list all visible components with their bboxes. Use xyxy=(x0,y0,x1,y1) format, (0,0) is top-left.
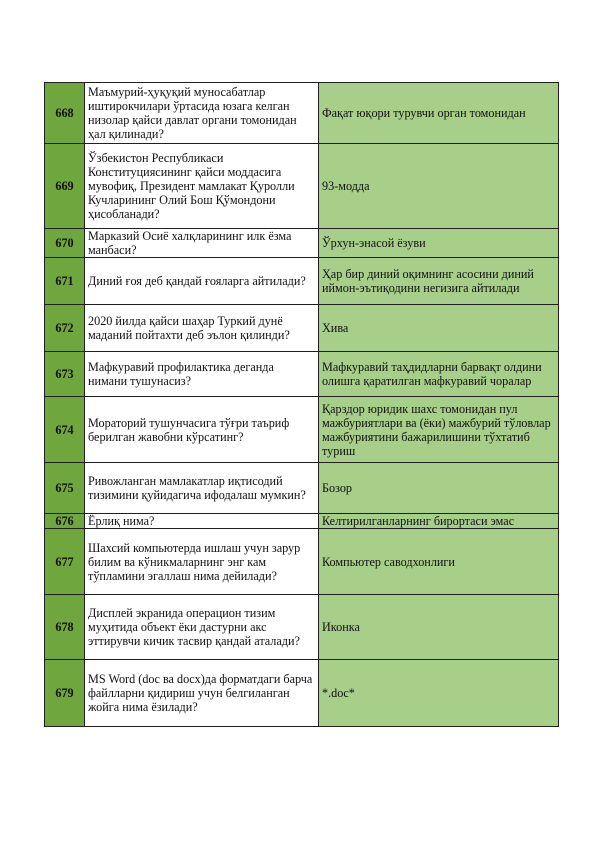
answer-cell: Мафкуравий таҳдидларни барвақт олдини олишга қаратилган мафкуравий чоралар xyxy=(319,352,559,397)
table-row xyxy=(45,529,559,595)
question-cell: Марказий Осиё халқларининг илк ёзма манбаси? xyxy=(85,229,319,258)
question-cell: Шахсий компьютерда ишлаш учун зарур билим ва кўникмаларнинг энг кам тўпламини эгаллаш нима дейилади? xyxy=(85,529,319,595)
question-cell: Мораторий тушунчасига тўғри таъриф берилган жавобни кўрсатинг? xyxy=(85,397,319,463)
row-number: 673 xyxy=(45,352,85,397)
table-row xyxy=(45,397,559,463)
question-cell: Маъмурий-ҳуқуқий муносабатлар иштирокчилари ўртасида юзага келган низолар қайси давлат органи томонидан ҳал қилинади? xyxy=(85,83,319,144)
question-cell: Мафкуравий профилактика деганда нимани тушунасиз? xyxy=(85,352,319,397)
table-row xyxy=(45,352,559,397)
answer-cell: Компьютер саводхонлиги xyxy=(319,529,559,595)
row-number: 677 xyxy=(45,529,85,595)
row-number: 669 xyxy=(45,144,85,229)
table-row xyxy=(45,258,559,305)
question-cell: MS Word (doc ва docx)да форматдаги барча файлларни қидириш учун белгиланган жойга нима ёзилади? xyxy=(85,660,319,727)
answer-cell: Ўрхун-энасой ёзуви xyxy=(319,229,559,258)
question-cell: Диний ғоя деб қандай ғояларга айтилади? xyxy=(85,258,319,305)
table-row xyxy=(45,144,559,229)
answer-cell: Ҳар бир диний оқимнинг асосини диний иймон-эътиқодини негизига айтилади xyxy=(319,258,559,305)
row-number: 676 xyxy=(45,514,85,529)
answer-cell: *.doc* xyxy=(319,660,559,727)
table-row xyxy=(45,514,559,529)
answer-cell: Фақат юқори турувчи орган томонидан xyxy=(319,83,559,144)
row-number: 671 xyxy=(45,258,85,305)
question-cell: Ёрлиқ нима? xyxy=(85,514,319,529)
row-number: 668 xyxy=(45,83,85,144)
answer-cell: Қарздор юридик шахс томонидан пул мажбуриятлари ва (ёки) мажбурий тўловлар мажбуриятини бажарилишини тўхтатиб туриш xyxy=(319,397,559,463)
answer-cell: Иконка xyxy=(319,595,559,660)
table-row xyxy=(45,83,559,144)
answer-cell: 93-модда xyxy=(319,144,559,229)
row-number: 674 xyxy=(45,397,85,463)
table-row xyxy=(45,595,559,660)
row-number: 679 xyxy=(45,660,85,727)
answer-cell: Хива xyxy=(319,305,559,352)
question-answer-table xyxy=(44,82,559,727)
table-row xyxy=(45,660,559,727)
row-number: 678 xyxy=(45,595,85,660)
row-number: 670 xyxy=(45,229,85,258)
question-cell: Ўзбекистон Республикаси Конституциясининг қайси моддасига мувофиқ, Президент мамлакат Қуролли Кучларининг Олий Бош Қўмондони ҳисобланади? xyxy=(85,144,319,229)
row-number: 675 xyxy=(45,463,85,514)
table-row xyxy=(45,463,559,514)
question-cell: Дисплей экранида операцион тизим муҳитида объект ёки дастурни акс эттирувчи кичик тасвир қандай аталади? xyxy=(85,595,319,660)
row-number: 672 xyxy=(45,305,85,352)
table-row xyxy=(45,229,559,258)
table-row xyxy=(45,305,559,352)
question-cell: Ривожланган мамлакатлар иқтисодий тизимини қуйидагича ифодалаш мумкин? xyxy=(85,463,319,514)
question-cell: 2020 йилда қайси шаҳар Туркий дунё маданий пойтахти деб эълон қилинди? xyxy=(85,305,319,352)
answer-cell: Бозор xyxy=(319,463,559,514)
answer-cell: Келтирилганларнинг бирортаси эмас xyxy=(319,514,559,529)
